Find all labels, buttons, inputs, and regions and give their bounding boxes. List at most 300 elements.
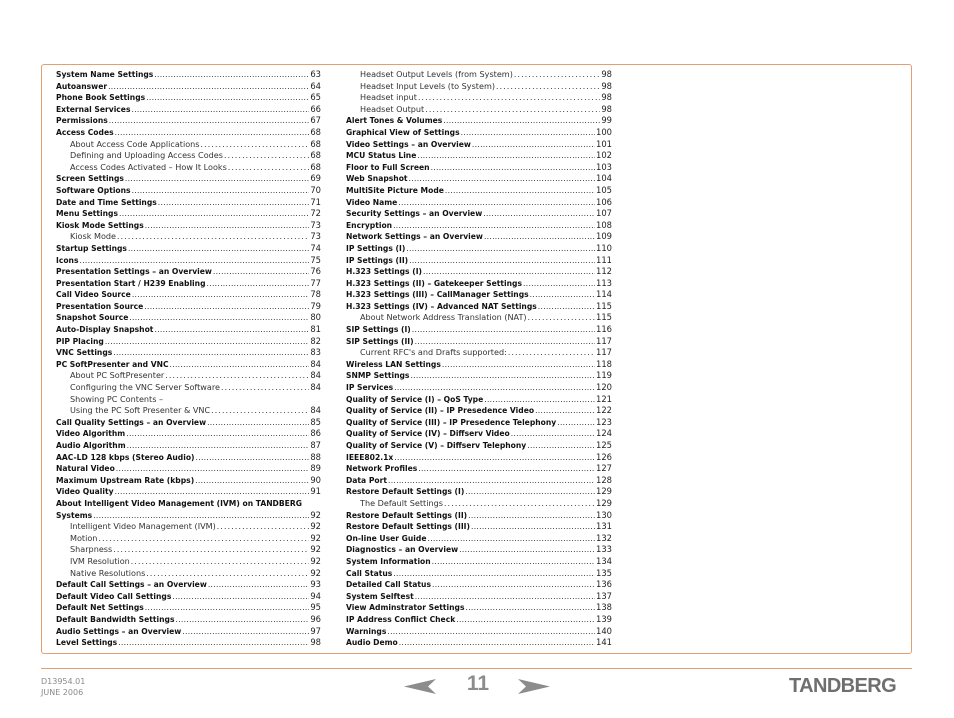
toc-entry[interactable] [56, 139, 321, 151]
toc-entry-title: Headset Output [360, 103, 425, 114]
toc-entry-title: Audio Demo [346, 638, 398, 648]
toc-entry-page: 66 [310, 103, 321, 114]
toc-leader-dots [412, 324, 595, 336]
toc-entry-title: Quality of Service (V) – Diffserv Telephony [346, 441, 527, 450]
toc-entry-page: 127 [596, 463, 612, 474]
toc-entry[interactable] [346, 150, 612, 162]
toc-entry[interactable] [56, 452, 321, 464]
toc-entry-page: 81 [310, 324, 321, 335]
toc-entry[interactable] [56, 510, 321, 522]
toc-entry[interactable] [346, 370, 612, 382]
toc-entry-page: 111 [596, 254, 612, 265]
toc-entry-page: 117 [596, 335, 612, 346]
toc-entry-title: H.323 Settings (II) – Gatekeeper Settings [346, 278, 523, 288]
toc-entry[interactable] [346, 452, 612, 464]
toc-entry[interactable] [346, 533, 612, 545]
toc-entry-page: 108 [596, 219, 612, 230]
toc-entry[interactable] [346, 289, 612, 301]
toc-entry[interactable] [346, 556, 612, 568]
toc-entry-page: 98 [601, 103, 612, 114]
toc-entry[interactable] [346, 115, 612, 127]
toc-entry-page: 73 [310, 231, 321, 242]
toc-entry[interactable] [56, 197, 321, 209]
toc-entry[interactable] [56, 104, 321, 116]
toc-leader-dots [432, 579, 595, 591]
toc-leader-dots [145, 602, 310, 614]
toc-leader-dots [535, 405, 595, 417]
toc-entry[interactable] [56, 533, 321, 545]
toc-leader-dots [387, 626, 595, 638]
toc-entry[interactable] [56, 231, 321, 243]
toc-entry-title: Motion [70, 532, 98, 543]
toc-leader-dots [211, 405, 309, 417]
toc-entry[interactable] [56, 289, 321, 301]
toc-leader-dots [394, 382, 595, 394]
toc-entry-title: Call Status [346, 568, 393, 578]
toc-entry-page: 103 [596, 161, 612, 172]
toc-entry[interactable] [346, 104, 612, 116]
toc-entry-page: 128 [596, 474, 612, 485]
toc-entry-page: 109 [596, 231, 612, 242]
toc-entry-title: Presentation Source [56, 301, 144, 311]
toc-entry[interactable] [346, 197, 612, 209]
toc-leader-dots [417, 150, 595, 162]
toc-leader-dots [201, 139, 310, 151]
toc-entry[interactable] [56, 475, 321, 487]
toc-entry-page: 84 [310, 382, 321, 393]
toc-leader-dots [484, 231, 595, 243]
toc-entry-page: 63 [310, 69, 321, 79]
toc-leader-dots [119, 208, 309, 220]
toc-entry[interactable] [346, 637, 612, 649]
toc-entry-title: Presentation Start / H239 Enabling [56, 278, 206, 288]
toc-entry-page: 92 [310, 521, 321, 532]
toc-entry-page: 117 [596, 347, 612, 358]
toc-entry-page: 83 [310, 347, 321, 358]
toc-entry-page: 84 [310, 370, 321, 381]
toc-entry-title: Access Codes Activated – How It Looks [70, 161, 227, 172]
toc-entry[interactable] [56, 173, 321, 185]
toc-entry-title: Headset Input Levels (to System) [360, 80, 495, 91]
toc-entry-title: About Intelligent Video Management (IVM) on TANDBERG [56, 498, 302, 508]
toc-entry[interactable] [346, 81, 612, 93]
toc-entry-title: Default Net Settings [56, 603, 144, 613]
toc-entry-title: Configuring the VNC Server Software [70, 382, 220, 393]
toc-entry-page: 87 [310, 440, 321, 450]
toc-entry-title: SIP Settings (II) [346, 336, 414, 346]
toc-leader-dots [196, 452, 310, 464]
toc-entry-page: 124 [596, 428, 612, 439]
toc-leader-dots [415, 336, 595, 348]
toc-entry[interactable] [346, 185, 612, 197]
toc-leader-dots [468, 510, 595, 522]
toc-entry-page: 89 [310, 463, 321, 474]
toc-entry-title: Permissions [56, 116, 108, 126]
toc-entry[interactable] [56, 428, 321, 440]
toc-entry-page: 134 [596, 555, 612, 566]
toc-leader-dots [399, 637, 595, 649]
toc-entry-page: 137 [596, 590, 612, 601]
toc-entry-title: Default Call Settings – an Overview [56, 580, 207, 590]
toc-entry-page: 122 [596, 405, 612, 416]
toc-entry-title: Screen Settings [56, 174, 124, 184]
toc-entry-title: IP Services [346, 383, 394, 393]
toc-leader-dots [418, 463, 595, 475]
toc-leader-dots [461, 127, 595, 139]
toc-entry-title: Diagnostics – an Overview [346, 545, 459, 555]
toc-entry[interactable] [56, 301, 321, 313]
toc-entry-page: 105 [596, 184, 612, 195]
toc-entry-title: Using the PC Soft Presenter & VNC [70, 405, 211, 416]
toc-entry-title: Headset input [360, 92, 417, 103]
toc-leader-dots [144, 301, 309, 313]
toc-entry-title: Quality of Service (III) – IP Presedence Telephony [346, 417, 557, 427]
toc-entry-title: Encryption [346, 220, 393, 230]
toc-entry[interactable] [346, 579, 612, 591]
toc-entry[interactable] [56, 498, 321, 510]
toc-entry-page: 106 [596, 196, 612, 207]
toc-entry[interactable] [56, 115, 321, 127]
toc-entry[interactable] [56, 312, 321, 324]
toc-entry[interactable] [346, 428, 612, 440]
toc-leader-dots [146, 568, 309, 580]
toc-leader-dots [409, 255, 595, 267]
toc-entry[interactable] [56, 521, 321, 533]
toc-entry[interactable] [56, 463, 321, 475]
toc-entry-page: 68 [310, 138, 321, 149]
toc-entry-title: Native Resolutions [70, 567, 146, 578]
toc-leader-dots [213, 266, 309, 278]
toc-entry[interactable] [346, 521, 612, 533]
toc-entry[interactable] [56, 556, 321, 568]
toc-entry-page: 77 [310, 277, 321, 288]
toc-entry-title: Video Settings – an Overview [346, 139, 471, 149]
toc-leader-dots [128, 243, 309, 255]
toc-leader-dots [496, 81, 600, 93]
toc-entry-title: Quality of Service (IV) – Diffserv Video [346, 429, 510, 439]
toc-entry[interactable] [346, 127, 612, 139]
toc-leader-dots [172, 591, 309, 603]
toc-leader-dots [523, 278, 595, 290]
toc-entry[interactable] [56, 69, 321, 81]
toc-entry[interactable] [346, 220, 612, 232]
toc-entry-page: 121 [596, 393, 612, 404]
toc-entry-page: 119 [596, 370, 612, 381]
toc-entry-title: Date and Time Settings [56, 197, 157, 207]
toc-entry-title: PIP Placing [56, 336, 104, 346]
toc-entry-page: 93 [310, 579, 321, 590]
toc-entry-page: 72 [310, 208, 321, 219]
toc-entry[interactable] [346, 139, 612, 151]
toc-entry[interactable] [346, 382, 612, 394]
toc-entry-page: 68 [310, 150, 321, 161]
toc-leader-dots [415, 591, 595, 603]
toc-leader-dots [410, 370, 595, 382]
toc-entry-title: IEEE802.1x [346, 452, 394, 462]
toc-leader-dots [170, 359, 310, 371]
toc-entry[interactable] [56, 255, 321, 267]
toc-entry-title: Data Port [346, 475, 387, 485]
toc-entry[interactable] [56, 162, 321, 174]
toc-entry[interactable] [346, 359, 612, 371]
toc-entry-page: 92 [310, 532, 321, 543]
toc-leader-dots [127, 440, 310, 452]
toc-entry-title: MCU Status Line [346, 151, 417, 161]
toc-entry-page: 97 [310, 625, 321, 636]
toc-entry[interactable] [346, 231, 612, 243]
toc-entry[interactable] [346, 208, 612, 220]
toc-entry-title: Default Bandwidth Settings [56, 614, 175, 624]
toc-entry[interactable] [346, 255, 612, 267]
toc-leader-dots [131, 104, 309, 116]
toc-entry[interactable] [56, 382, 321, 394]
toc-entry-title: MultiSite Picture Mode [346, 185, 444, 195]
toc-entry[interactable] [56, 486, 321, 498]
toc-entry-title: Security Settings – an Overview [346, 209, 483, 219]
toc-entry-page: 85 [310, 416, 321, 427]
toc-leader-dots [425, 104, 600, 116]
toc-entry-page: 98 [601, 80, 612, 91]
toc-entry-title: Showing PC Contents – [70, 393, 164, 404]
toc-entry[interactable] [346, 69, 612, 81]
toc-entry[interactable] [346, 486, 612, 498]
document-date: JUNE 2006 [41, 688, 84, 697]
toc-entry[interactable] [346, 440, 612, 452]
toc-entry[interactable] [346, 312, 612, 324]
toc-entry[interactable] [346, 324, 612, 336]
toc-entry[interactable] [56, 92, 321, 104]
toc-entry-title: IVM Resolution [70, 555, 130, 566]
toc-entry-page: 129 [596, 497, 612, 508]
toc-column-left [56, 69, 321, 649]
toc-entry-page: 86 [310, 428, 321, 439]
toc-entry[interactable] [56, 579, 321, 591]
toc-entry-page: 116 [596, 324, 612, 335]
toc-entry-page: 80 [310, 312, 321, 323]
arrow-left-icon[interactable] [404, 679, 436, 694]
toc-entry[interactable] [346, 463, 612, 475]
toc-entry[interactable] [56, 185, 321, 197]
toc-entry[interactable] [56, 405, 321, 417]
toc-entry-page: 73 [310, 219, 321, 230]
toc-entry-title: H.323 Settings (III) – CallManager Settings [346, 290, 529, 300]
toc-entry[interactable] [56, 591, 321, 603]
toc-entry[interactable] [56, 220, 321, 232]
toc-entry[interactable] [346, 498, 612, 510]
toc-leader-dots [115, 127, 310, 139]
toc-entry-title: Auto-Display Snapshot [56, 325, 154, 335]
toc-entry-page: 130 [596, 509, 612, 520]
toc-entry[interactable] [56, 614, 321, 626]
toc-entry[interactable] [346, 568, 612, 580]
toc-entry-title: Snapshot Source [56, 313, 129, 323]
toc-entry-title: IP Settings (I) [346, 243, 406, 253]
toc-entry-page: 92 [310, 567, 321, 578]
toc-entry[interactable] [56, 127, 321, 139]
toc-leader-dots [154, 69, 309, 81]
toc-entry-title: Call Quality Settings – an Overview [56, 417, 207, 427]
toc-leader-dots [465, 486, 595, 498]
toc-entry-title: Intelligent Video Management (IVM) [70, 521, 216, 532]
toc-entry-title: Defining and Uploading Access Codes [70, 150, 223, 161]
toc-entry[interactable] [56, 544, 321, 556]
toc-entry[interactable] [56, 278, 321, 290]
toc-entry[interactable] [56, 150, 321, 162]
toc-leader-dots [79, 255, 309, 267]
toc-entry[interactable] [56, 394, 321, 406]
toc-leader-dots [394, 452, 595, 464]
toc-leader-dots [117, 231, 309, 243]
toc-leader-dots [118, 637, 309, 649]
toc-entry-title: Audio Settings – an Overview [56, 626, 182, 636]
toc-entry[interactable] [56, 81, 321, 93]
toc-leader-dots [508, 347, 595, 359]
toc-entry[interactable] [56, 208, 321, 220]
toc-leader-dots [398, 197, 595, 209]
toc-entry-title: Phone Book Settings [56, 93, 146, 103]
toc-entry-title: IP Address Conflict Check [346, 614, 456, 624]
toc-entry-page: 101 [596, 138, 612, 149]
toc-entry-title: System Information [346, 556, 431, 566]
toc-entry[interactable] [56, 626, 321, 638]
toc-entry[interactable] [56, 324, 321, 336]
toc-entry[interactable] [56, 417, 321, 429]
toc-leader-dots [409, 173, 595, 185]
toc-entry-page: 115 [596, 300, 612, 311]
toc-leader-dots [207, 278, 310, 290]
toc-entry[interactable] [346, 173, 612, 185]
toc-entry[interactable] [346, 510, 612, 522]
toc-entry[interactable] [56, 243, 321, 255]
toc-entry[interactable] [346, 162, 612, 174]
toc-entry[interactable] [56, 266, 321, 278]
toc-leader-dots [471, 521, 595, 533]
toc-entry[interactable] [346, 591, 612, 603]
toc-entry-title: View Adminstrator Settings [346, 603, 465, 613]
toc-entry[interactable] [346, 301, 612, 313]
toc-entry[interactable] [56, 336, 321, 348]
toc-entry-title: Warnings [346, 626, 387, 636]
toc-entry-title: Natural Video [56, 464, 115, 474]
toc-leader-dots [208, 579, 309, 591]
toc-leader-dots [146, 92, 309, 104]
toc-entry-page: 68 [310, 126, 321, 137]
toc-leader-dots [125, 173, 309, 185]
toc-entry-page: 84 [310, 405, 321, 416]
toc-entry-page: 75 [310, 254, 321, 265]
toc-entry-title: Video Algorithm [56, 429, 126, 439]
toc-entry-title: Web Snapshot [346, 174, 408, 184]
toc-leader-dots [228, 162, 310, 174]
toc-leader-dots [538, 301, 595, 313]
toc-entry[interactable] [346, 243, 612, 255]
toc-leader-dots [132, 185, 310, 197]
toc-leader-dots [158, 197, 310, 209]
toc-entry[interactable] [346, 544, 612, 556]
toc-leader-dots [129, 312, 309, 324]
toc-leader-dots [514, 69, 600, 81]
toc-entry[interactable] [346, 347, 612, 359]
toc-entry-title: Kiosk Mode [70, 231, 117, 242]
toc-leader-dots [113, 544, 309, 556]
toc-entry-title: Graphical View of Settings [346, 127, 460, 137]
toc-entry-title: Floor to Full Screen [346, 162, 430, 172]
toc-entry[interactable] [346, 266, 612, 278]
toc-entry[interactable] [346, 278, 612, 290]
toc-leader-dots [393, 568, 595, 580]
toc-entry-page: 91 [310, 486, 321, 497]
arrow-right-icon[interactable] [518, 679, 550, 694]
toc-entry-title: Restore Default Settings (III) [346, 522, 470, 532]
toc-entry-title: Restore Default Settings (II) [346, 510, 468, 520]
toc-entry[interactable] [346, 336, 612, 348]
toc-entry-title: Kiosk Mode Settings [56, 220, 144, 230]
toc-leader-dots [423, 266, 595, 278]
toc-leader-dots [418, 92, 600, 104]
toc-entry-page: 98 [310, 637, 321, 648]
toc-leader-dots [116, 463, 310, 475]
toc-entry[interactable] [346, 614, 612, 626]
toc-entry-title: Video Name [346, 197, 398, 207]
toc-entry[interactable] [346, 405, 612, 417]
toc-leader-dots [393, 220, 595, 232]
toc-entry[interactable] [346, 92, 612, 104]
toc-leader-dots [126, 428, 309, 440]
toc-entry-page: 118 [596, 358, 612, 369]
toc-entry-page: 139 [596, 613, 612, 624]
toc-leader-dots [207, 417, 309, 429]
toc-leader-dots [528, 312, 595, 324]
document-id: D13954.01 [41, 677, 86, 686]
toc-entry-page: 68 [310, 161, 321, 172]
toc-entry-title: Current RFC's and Drafts supported: [360, 347, 507, 358]
toc-leader-dots [443, 115, 600, 127]
toc-leader-dots [459, 544, 595, 556]
toc-entry[interactable] [346, 394, 612, 406]
tandberg-logo: TANDBERG [789, 675, 897, 697]
toc-leader-dots [472, 139, 595, 151]
toc-leader-dots [224, 150, 309, 162]
toc-entry[interactable] [56, 602, 321, 614]
toc-entry[interactable] [346, 417, 612, 429]
toc-entry[interactable] [56, 637, 321, 649]
toc-leader-dots [444, 498, 595, 510]
toc-entry-title: Network Profiles [346, 464, 418, 474]
toc-entry-page: 141 [596, 637, 612, 648]
toc-entry-title: Detailed Call Status [346, 580, 431, 590]
toc-entry[interactable] [56, 568, 321, 580]
toc-entry[interactable] [56, 359, 321, 371]
toc-leader-dots [115, 486, 310, 498]
toc-entry[interactable] [56, 370, 321, 382]
toc-entry[interactable] [346, 475, 612, 487]
toc-entry[interactable] [56, 347, 321, 359]
toc-entry[interactable] [56, 440, 321, 452]
toc-entry-page: 104 [596, 173, 612, 184]
toc-entry-page: 88 [310, 451, 321, 462]
toc-entry-title: Default Video Call Settings [56, 591, 172, 601]
toc-entry[interactable] [346, 602, 612, 614]
toc-entry-title: Sharpness [70, 544, 113, 555]
toc-column-right [346, 69, 612, 649]
toc-entry-page: 74 [310, 242, 321, 253]
toc-entry-page: 107 [596, 208, 612, 219]
toc-entry-title: Headset Output Levels (from System) [360, 69, 513, 79]
toc-leader-dots [530, 289, 595, 301]
toc-entry-title: Systems [56, 510, 93, 520]
toc-entry[interactable] [346, 626, 612, 638]
toc-entry-title: VNC Settings [56, 348, 113, 358]
